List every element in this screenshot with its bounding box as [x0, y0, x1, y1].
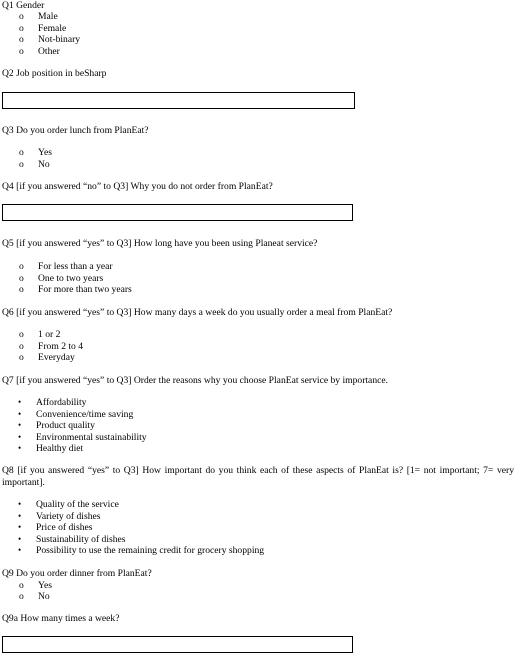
option-label: Everyday: [38, 352, 75, 363]
bullet-marker: •: [18, 533, 22, 544]
bullet-marker: •: [18, 499, 22, 509]
question-q8: Q8 [if you answered “yes” to Q3] How important do you think each of these aspects of PlanEat is? [1= not important; 7= very important].: [2, 465, 514, 488]
radio-circle-marker: o: [19, 284, 24, 295]
option-label: 1 or 2: [38, 329, 61, 340]
why-not-order-input[interactable]: [2, 204, 353, 221]
radio-circle-marker: o: [19, 352, 24, 363]
list-item-label: Product quality: [36, 420, 95, 431]
option-label: For less than a year: [38, 261, 113, 272]
radio-circle-marker: o: [19, 45, 24, 57]
job-position-input[interactable]: [2, 92, 355, 109]
radio-circle-marker: o: [19, 329, 24, 340]
option-label: From 2 to 4: [38, 340, 84, 352]
question-q1: Q1 Gender: [2, 0, 45, 11]
bullet-marker: •: [18, 522, 22, 532]
list-item-label: Healthy diet: [36, 443, 84, 454]
bullet-marker: •: [18, 545, 22, 555]
radio-circle-marker: o: [19, 579, 24, 591]
radio-circle-marker: o: [19, 261, 24, 272]
bullet-marker: •: [18, 420, 22, 430]
bullet-marker: •: [18, 397, 22, 407]
radio-circle-marker: o: [19, 158, 24, 170]
list-item-label: Convenience/time saving: [36, 408, 134, 420]
option-label: Not-binary: [38, 34, 81, 45]
question-q9: Q9 Do you order dinner from PlanEat?: [2, 568, 152, 579]
radio-circle-marker: o: [19, 34, 24, 45]
option-label: Male: [38, 11, 58, 22]
list-item-label: Environmental sustainability: [36, 431, 147, 443]
radio-circle-marker: o: [19, 22, 24, 34]
radio-circle-marker: o: [19, 340, 24, 352]
list-item-label: Possibility to use the remaining credit for grocery shopping: [36, 545, 265, 556]
radio-circle-marker: o: [19, 147, 24, 158]
list-item-label: Variety of dishes: [36, 510, 101, 522]
question-q9a: Q9a How many times a week?: [2, 613, 120, 624]
question-q4: Q4 [if you answered “no” to Q3] Why you do not order from PlanEat?: [2, 181, 273, 192]
radio-circle-marker: o: [19, 11, 24, 22]
radio-circle-marker: o: [19, 272, 24, 284]
bullet-marker: •: [18, 408, 22, 419]
option-label: For more than two years: [38, 284, 132, 295]
bullet-marker: •: [18, 443, 22, 453]
option-label: One to two years: [38, 272, 104, 284]
option-label: Yes: [38, 579, 52, 591]
question-q3: Q3 Do you order lunch from PlanEat?: [2, 125, 149, 136]
times-a-week-input[interactable]: [2, 636, 353, 653]
list-item-label: Sustainability of dishes: [36, 533, 126, 545]
list-item-label: Affordability: [36, 397, 87, 408]
option-label: Yes: [38, 147, 52, 158]
option-label: No: [38, 591, 50, 602]
list-item-label: Price of dishes: [36, 522, 93, 533]
option-label: No: [38, 158, 50, 170]
option-label: Female: [38, 22, 67, 34]
bullet-marker: •: [18, 431, 22, 442]
question-q2: Q2 Job position in beSharp: [2, 68, 107, 79]
list-item-label: Quality of the service: [36, 499, 119, 510]
question-q6: Q6 [if you answered “yes” to Q3] How many days a week do you usually order a meal from PlanEat?: [2, 307, 393, 318]
option-label: Other: [38, 45, 60, 57]
radio-circle-marker: o: [19, 591, 24, 602]
question-q5: Q5 [if you answered “yes” to Q3] How long have you been using Planeat service?: [2, 238, 318, 249]
bullet-marker: •: [18, 510, 22, 521]
question-q7: Q7 [if you answered “yes” to Q3] Order the reasons why you choose PlanEat service by importance.: [2, 375, 389, 386]
